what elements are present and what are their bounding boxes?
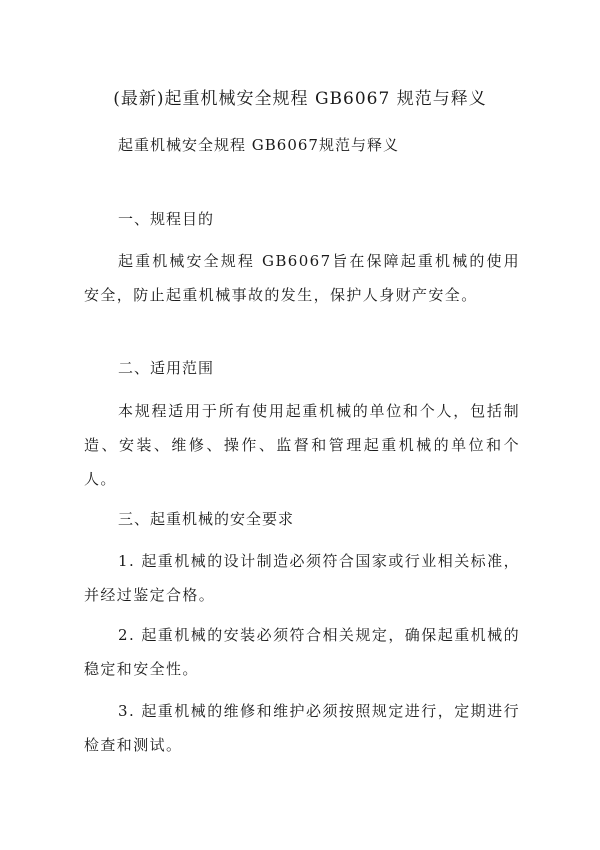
requirement-item-2: 2. 起重机械的安装必须符合相关规定，确保起重机械的稳定和安全性。	[84, 626, 520, 678]
requirement-item-3: 3. 起重机械的维修和维护必须按照规定进行，定期进行检查和测试。	[84, 702, 520, 754]
section-paragraph-scope: 本规程适用于所有使用起重机械的单位和个人，包括制造、安装、维修、操作、监督和管理起重机械的单位和个人。	[84, 402, 520, 488]
document-subtitle: 起重机械安全规程 GB6067规范与释义	[118, 136, 399, 154]
section-paragraph-purpose: 起重机械安全规程 GB6067旨在保障起重机械的使用安全，防止起重机械事故的发生，保护人身财产安全。	[84, 252, 520, 304]
section-heading-requirements: 三、起重机械的安全要求	[118, 510, 295, 528]
section-heading-scope: 二、适用范围	[118, 359, 215, 377]
requirement-item-1: 1. 起重机械的设计制造必须符合国家或行业相关标准，并经过鉴定合格。	[84, 552, 520, 604]
section-heading-purpose: 一、规程目的	[118, 210, 215, 228]
document-title: (最新)起重机械安全规程 GB6067 规范与释义	[113, 89, 487, 109]
